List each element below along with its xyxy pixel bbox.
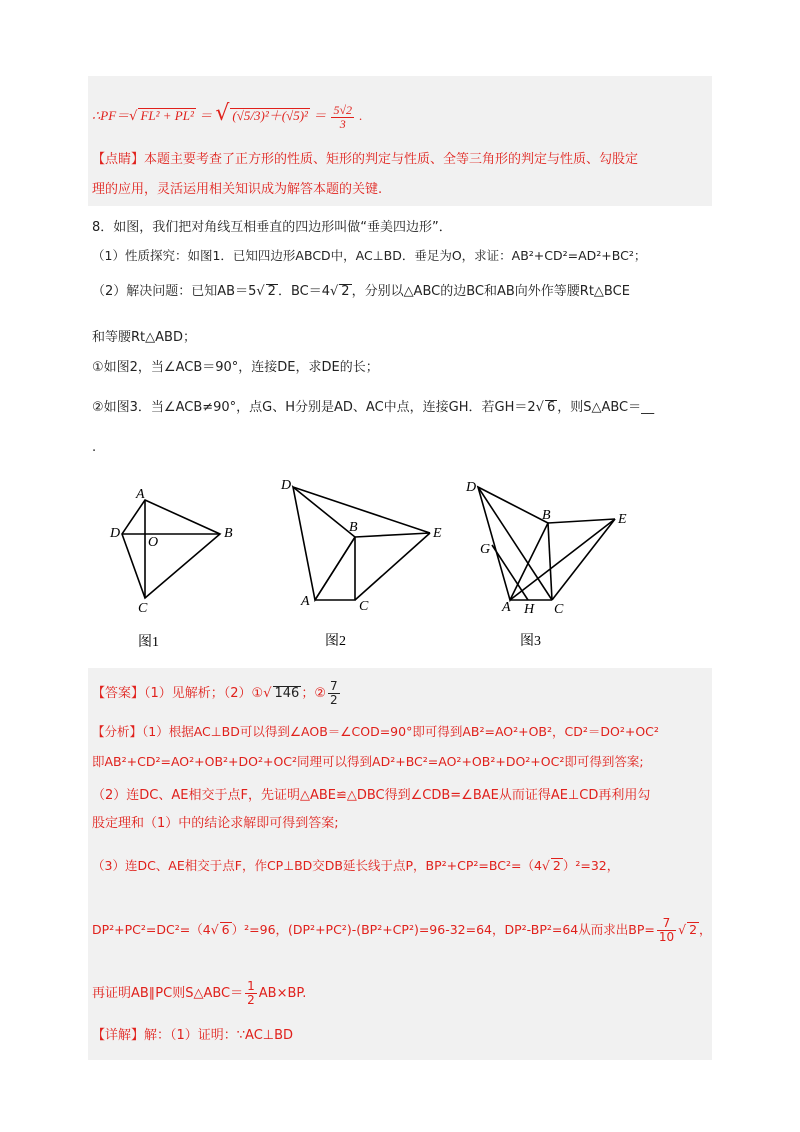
detail-text: 解：（1）证明：∵AC⊥BD: [144, 1028, 294, 1043]
formula-radicand-b2: ＋(√5)²: [268, 108, 308, 123]
fig3-label-g: G: [480, 542, 491, 557]
fig2-de: [293, 487, 430, 533]
analysis-line1: 【分析】（1）根据AC⊥BD可以得到∠AOB＝∠COD=90°即可得到AB²=AO²+OB²，CD²＝DO²+OC²: [92, 724, 659, 739]
formula-prefix: ∴PF＝: [92, 108, 130, 123]
problem-line3a: （2）解决问题：已知AB＝5: [92, 284, 257, 299]
answer-frac-num: 7: [329, 679, 338, 693]
fig2-label-a: A: [301, 594, 310, 609]
fig1-label-d: D: [110, 526, 121, 541]
fig2-label-c: C: [359, 599, 369, 614]
dianjing-line2: 理的应用，灵活运用相关知识成为解答本题的关键.: [92, 182, 383, 197]
analysis-line4: 股定理和（1）中的结论求解即可得到答案;: [92, 816, 339, 831]
analysis-line5-sqrt: 2: [552, 858, 561, 873]
fig3-label-d: D: [466, 480, 477, 495]
analysis-line3: （2）连DC、AE相交于点F，先证明△ABE≌△DBC得到∠CDB=∠BAE从而证得AE⊥CD再利用勾: [92, 788, 651, 803]
problem-line7: .: [92, 440, 97, 455]
answer-frac-den: 2: [329, 693, 338, 707]
fig3-gh: [492, 545, 528, 600]
detail-label: 【详解】: [92, 1028, 145, 1043]
fig2-ce: [355, 533, 430, 600]
fig2-ab: [315, 537, 355, 600]
problem-line5: ①如图2，当∠ACB＝90°，连接DE，求DE的长；: [92, 360, 379, 375]
fig2-be: [355, 533, 430, 537]
result-den: 3: [339, 116, 346, 131]
result-num: 5√2: [333, 102, 353, 117]
problem-line6a: ②如图3．当∠ACB≠90°，点G、H分别是AD、AC中点，连接GH．若GH＝2: [92, 400, 536, 415]
fig3-be: [548, 519, 615, 523]
answer-sep: ；②: [301, 686, 326, 701]
fig3-label-e: E: [618, 512, 627, 527]
analysis-line5a: （3）连DC、AE相交于点F，作CP⊥BD交DB延长线于点P，BP²+CP²=BC²=（4: [92, 858, 542, 873]
analysis-line6: DP²+PC²=DC²=（4√ 6 ）²=96，(DP²+PC²)-(BP²+CP²)=96-32=64，DP²-BP²=64从而求出BP= $\frac{7}{10}$ √ 2 ，: [92, 916, 712, 944]
problem-line3b: ．BC＝4: [277, 284, 330, 299]
analysis-line6a: DP²+PC²=DC²=（4: [92, 922, 211, 937]
formula-result: [331, 104, 354, 131]
analysis-line7b: AB×BP.: [258, 986, 307, 1001]
problem-line6b: ，则S△ABC＝__: [557, 400, 655, 415]
sqrt-gh: 6: [546, 400, 556, 415]
figure-2: [275, 475, 450, 650]
problem-line2: （1）性质探究：如图1．已知四边形ABCD中，AC⊥BD．垂足为O，求证：AB²+CD²=AD²+BC²；: [92, 248, 647, 263]
formula-radicand-a: FL² + PL²: [140, 108, 194, 123]
fig3-caption: 图3: [520, 634, 541, 649]
analysis-line7-frac: [245, 980, 257, 1007]
fig3-label-b: B: [542, 508, 551, 523]
formula-eq1: ＝: [199, 108, 213, 123]
formula-radicand-b: [230, 108, 310, 123]
fig1-caption: 图1: [138, 635, 159, 650]
analysis-line5b: ）²=32，: [562, 858, 620, 873]
problem-line6: ②如图3．当∠ACB≠90°，点G、H分别是AD、AC中点，连接GH．若GH＝2√ 6 ，则S△ABC＝__: [92, 400, 655, 415]
fig2-label-e: E: [433, 526, 442, 541]
detail-line: [92, 1026, 293, 1046]
pf-formula: ∴PF＝√ FL² + PL² ＝ √ (√5/3)²＋(√5)² ＝ $\frac{5√2}{3}$ .: [92, 101, 363, 131]
dianjing-line1: 【点睛】本题主要考查了正方形的性质、矩形的判定与性质、全等三角形的判定与性质、勾股定: [92, 152, 639, 167]
fig2-caption: 图2: [325, 634, 346, 649]
figure-3: [460, 475, 645, 655]
problem-line3c: ，分别以△ABC的边BC和AB向外作等腰Rt△BCE: [351, 284, 630, 299]
problem-line3: （2）解决问题：已知AB＝5√ 2 ．BC＝4√ 2 ，分别以△ABC的边BC和AB向外作等腰Rt△BCE: [92, 284, 630, 299]
figure-1: [108, 480, 248, 650]
fig3-label-c: C: [554, 602, 564, 617]
fig2-label-d: D: [281, 478, 292, 493]
answer-label: 【答案】（1）见解析；（2）①: [92, 686, 264, 701]
sqrt-ab: 2: [267, 284, 276, 299]
analysis-line6-sqrt2: 2: [689, 922, 698, 937]
formula-dot: .: [359, 108, 363, 123]
fig2-label-b: B: [349, 520, 358, 535]
answer-frac: [328, 680, 340, 707]
answer-line: 【答案】（1）见解析；（2）①√ 146 ；② $\frac{7}{2}$: [92, 679, 338, 707]
analysis-line2: 即AB²+CD²=AO²+OB²+DO²+OC²同理可以得到AD²+BC²=AO²+OB²+DO²+OC²即可得到答案;: [92, 754, 644, 769]
analysis-line6-frac: [657, 917, 676, 944]
line6-frac-num: 7: [657, 917, 676, 931]
problem-line4: 和等腰Rt△ABD；: [92, 330, 196, 345]
fig3-label-a: A: [502, 600, 511, 615]
analysis-line6b: ）²=96，(DP²+PC²)-(BP²+CP²)=96-32=64，DP²-BP²=64从而求出BP=: [231, 922, 655, 937]
line6-frac-den: 10: [658, 930, 675, 944]
analysis-line5: （3）连DC、AE相交于点F，作CP⊥BD交DB延长线于点P，BP²+CP²=BC²=（4√ 2 ）²=32，: [92, 858, 620, 873]
problem-line1: 8．如图，我们把对角线互相垂直的四边形叫做“垂美四边形”．: [92, 220, 452, 235]
fig3-label-h: H: [524, 602, 535, 617]
analysis-line6c: ，: [699, 922, 712, 937]
answer-sqrt: 146: [274, 686, 300, 701]
analysis-line7: [92, 976, 306, 1012]
formula-eq2: ＝: [313, 108, 327, 123]
fig1-label-o: O: [148, 535, 159, 550]
line7-frac-num: 1: [247, 979, 255, 993]
fig1-quad: [122, 500, 220, 598]
formula-radicand-b1: (√5/3)²: [232, 108, 269, 123]
fig1-label-c: C: [138, 601, 148, 616]
line7-frac-den: 2: [247, 993, 255, 1007]
sqrt-bc: 2: [341, 284, 350, 299]
fig1-label-a: A: [136, 487, 145, 502]
fig3-bc: [548, 523, 552, 600]
analysis-line6-sqrt: 6: [221, 922, 230, 937]
fig1-label-b: B: [224, 526, 233, 541]
analysis-line7a: 再证明AB∥PC则S△ABC＝: [92, 986, 244, 1001]
